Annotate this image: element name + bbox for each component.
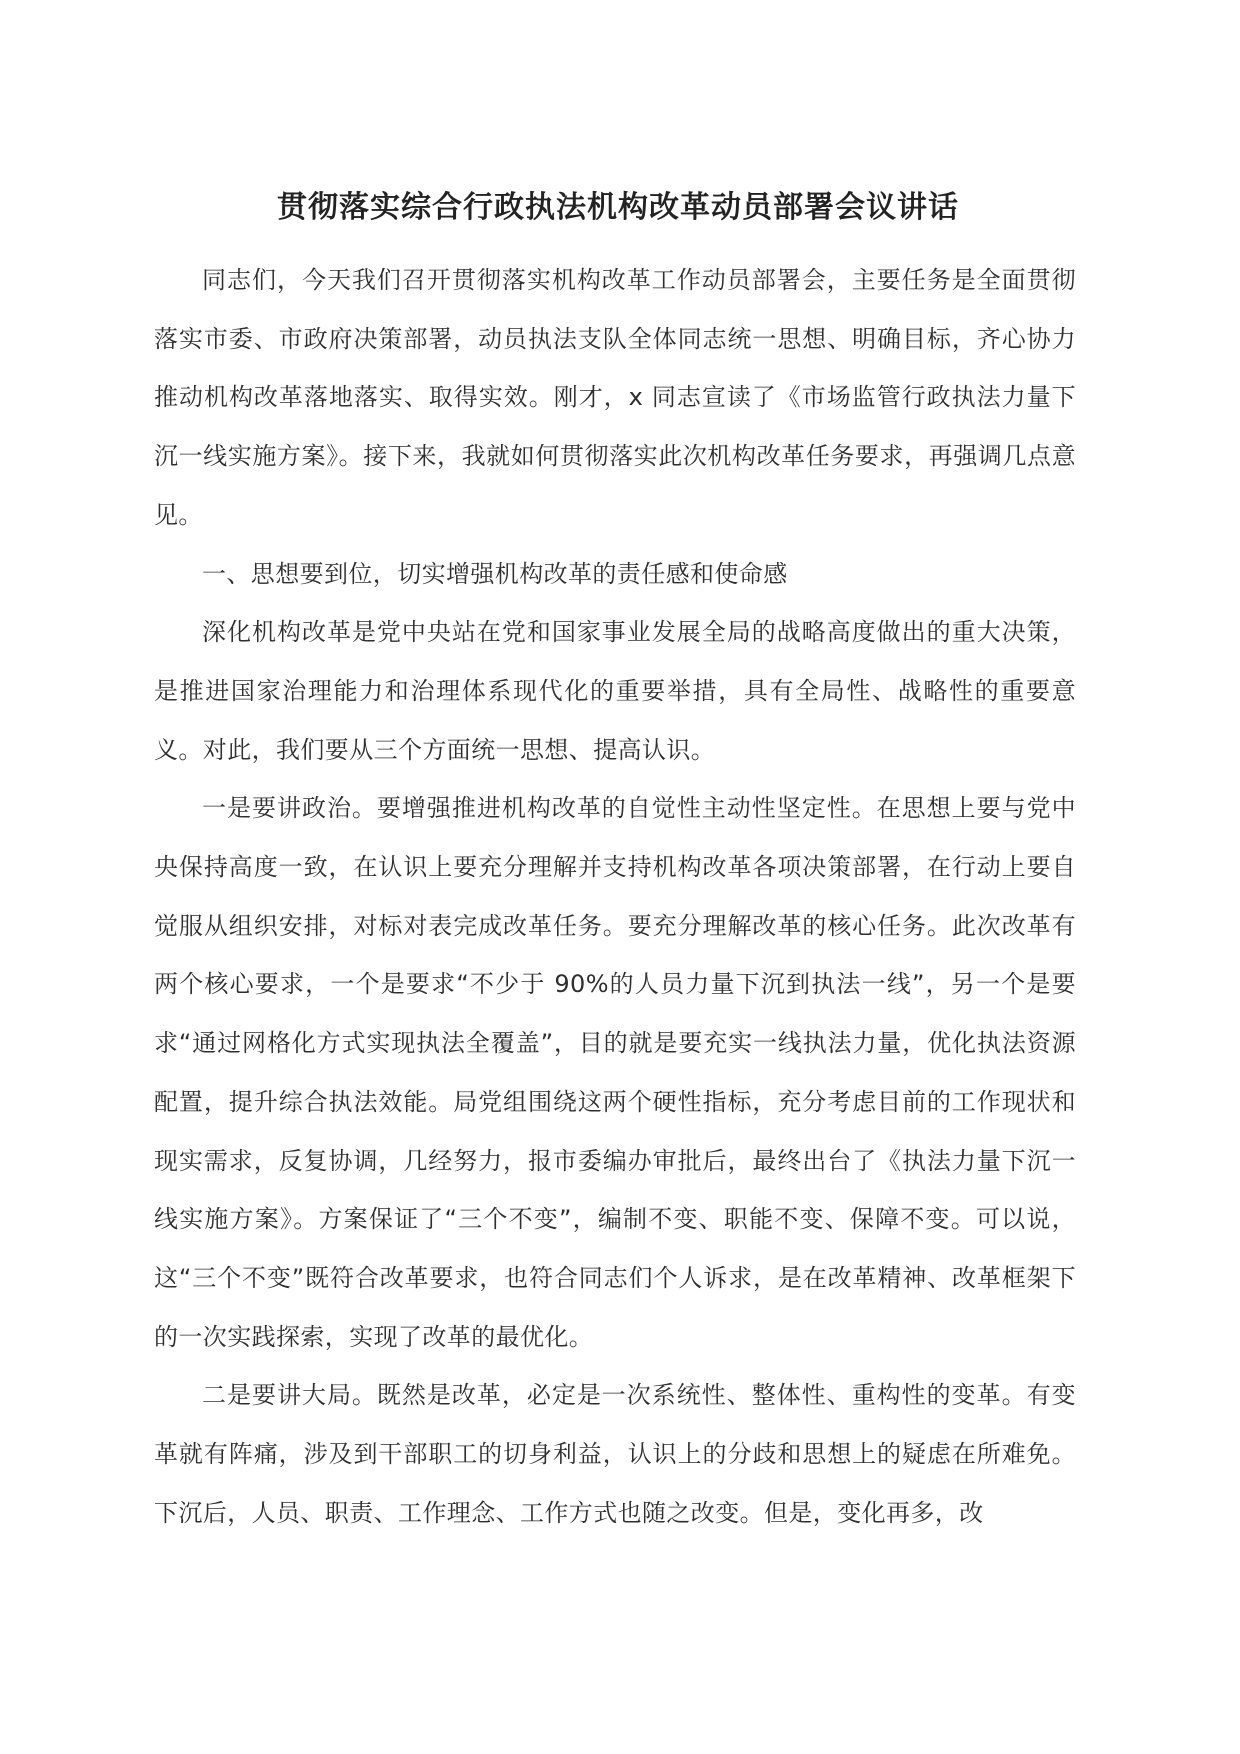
section-heading-1: 一、思想要到位，切实增强机构改革的责任感和使命感 [202,559,788,588]
paragraph-opening: 同志们，今天我们召开贯彻落实机构改革工作动员部署会，主要任务是全面贯彻落实市委、市政府决策部署，动员执法支队全体同志统一思想、明确目标，齐心协力推动机构改革落地落实、取得实效。刚才，x 同志宣读了《市场监管行政执法力量下沉一线实施方案》。接下来，我就如何贯彻落实此次机构改革任务要求，再强调几点意见。 [154,266,1076,529]
paragraph-politics: 一是要讲政治。要增强推进机构改革的自觉性主动性坚定性。在思想上要与党中央保持高度一致，在认识上要充分理解并支持机构改革各项决策部署，在行动上要自觉服从组织安排，对标对表完成改革任务。要充分理解改革的核心任务。此次改革有两个核心要求，一个是要求“不少于 90%的人员力量下沉到执法一线”，另一个是要求“通过网格化方式实现执法全覆盖”，目的就是要充实一线执法力量，优化执法资源配置，提升综合执法效能。局党组围绕这两个硬性指标，充分考虑目前的工作现状和现实需求，反复协调，几经努力，报市委编办审批后，最终出台了《执法力量下沉一线实施方案》。方案保证了“三个不变”，编制不变、职能不变、保障不变。可以说，这“三个不变”既符合改革要求，也符合同志们个人诉求，是在改革精神、改革框架下的一次实践探索，实现了改革的最优化。 [154,794,1076,1351]
paragraph-reform-significance: 深化机构改革是党中央站在党和国家事业发展全局的战略高度做出的重大决策，是推进国家治理能力和治理体系现代化的重要举措，具有全局性、战略性的重要意义。对此，我们要从三个方面统一思想、提高认识。 [154,618,1076,764]
document-body [154,251,1076,1542]
paragraph-overall-situation: 二是要讲大局。既然是改革，必定是一次系统性、整体性、重构性的变革。有变革就有阵痛，涉及到干部职工的切身利益，认识上的分歧和思想上的疑虑在所难免。下沉后，人员、职责、工作理念、工作方式也随之改变。但是，变化再多，改 [154,1381,1076,1527]
document-title: 贯彻落实综合行政执法机构改革动员部署会议讲话 [277,190,959,225]
